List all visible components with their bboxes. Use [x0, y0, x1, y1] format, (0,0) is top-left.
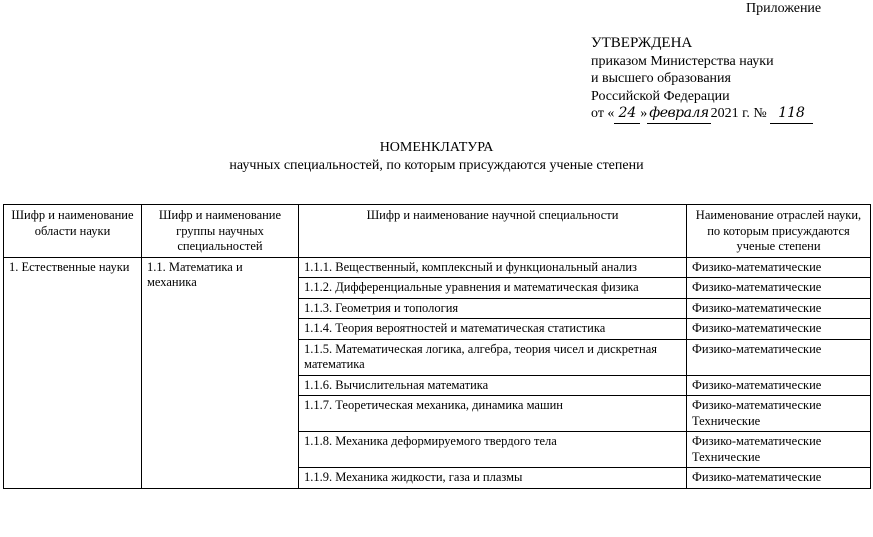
column-header-branch: Наименование отраслей науки, по которым присуждаются ученые степени: [687, 205, 871, 258]
column-header-group: Шифр и наименование группы научных специальностей: [142, 205, 299, 258]
specialty-cell: 1.1.6. Вычислительная математика: [299, 375, 687, 396]
title-heading: НОМЕНКЛАТУРА: [379, 140, 494, 155]
table-header-row: [4, 205, 871, 258]
approval-line: и высшего образования: [591, 71, 731, 86]
branch-cell: Физико-математические: [687, 339, 871, 375]
nomenclature-table: [3, 204, 871, 489]
title-subheading: научных специальностей, по которым присуждаются ученые степени: [229, 158, 644, 173]
branch-cell: [687, 432, 871, 468]
approval-block: [591, 35, 813, 124]
appendix-label: Приложение: [746, 1, 822, 16]
branch-cell: Физико-математические: [687, 298, 871, 319]
handwritten-day: 24: [614, 105, 640, 124]
branch-cell: Физико-математические: [687, 319, 871, 340]
table-row: [4, 257, 871, 278]
specialty-cell: 1.1.5. Математическая логика, алгебра, теория чисел и дискретная математика: [299, 339, 687, 375]
branch-line: Физико-математические: [692, 434, 822, 448]
date-prefix: от «: [591, 106, 615, 121]
branch-cell: Физико-математические: [687, 278, 871, 299]
specialty-cell: 1.1.7. Теоретическая механика, динамика машин: [299, 396, 687, 432]
branch-cell: [687, 396, 871, 432]
branch-cell: Физико-математические: [687, 375, 871, 396]
branch-cell: Физико-математические: [687, 257, 871, 278]
date-mid: »: [640, 106, 648, 121]
handwritten-month: февраля: [647, 105, 710, 124]
date-year: 2021 г. №: [710, 106, 767, 121]
approval-line: приказом Министерства науки: [591, 53, 774, 69]
approval-date-line: [591, 105, 813, 124]
approval-heading: УТВЕРЖДЕНА: [591, 35, 693, 51]
specialty-cell: 1.1.9. Механика жидкости, газа и плазмы: [299, 468, 687, 489]
specialty-cell: 1.1.2. Дифференциальные уравнения и математическая физика: [299, 278, 687, 299]
specialty-cell: 1.1.8. Механика деформируемого твердого тела: [299, 432, 687, 468]
handwritten-order-number: 118: [770, 105, 813, 124]
branch-line: Технические: [692, 449, 761, 464]
column-header-specialty: Шифр и наименование научной специальности: [299, 205, 687, 258]
specialty-cell: 1.1.3. Геометрия и топология: [299, 298, 687, 319]
branch-line: Технические: [692, 413, 761, 428]
document-title: [0, 139, 873, 175]
specialty-cell: 1.1.4. Теория вероятностей и математическая статистика: [299, 319, 687, 340]
column-header-area: Шифр и наименование области науки: [4, 205, 142, 258]
group-cell: 1.1. Математика и механика: [142, 257, 299, 488]
approval-line: Российской Федерации: [591, 88, 730, 104]
specialty-cell: 1.1.1. Вещественный, комплексный и функциональный анализ: [299, 257, 687, 278]
branch-cell: Физико-математические: [687, 468, 871, 489]
area-cell: 1. Естественные науки: [4, 257, 142, 488]
branch-line: Физико-математические: [692, 398, 822, 412]
